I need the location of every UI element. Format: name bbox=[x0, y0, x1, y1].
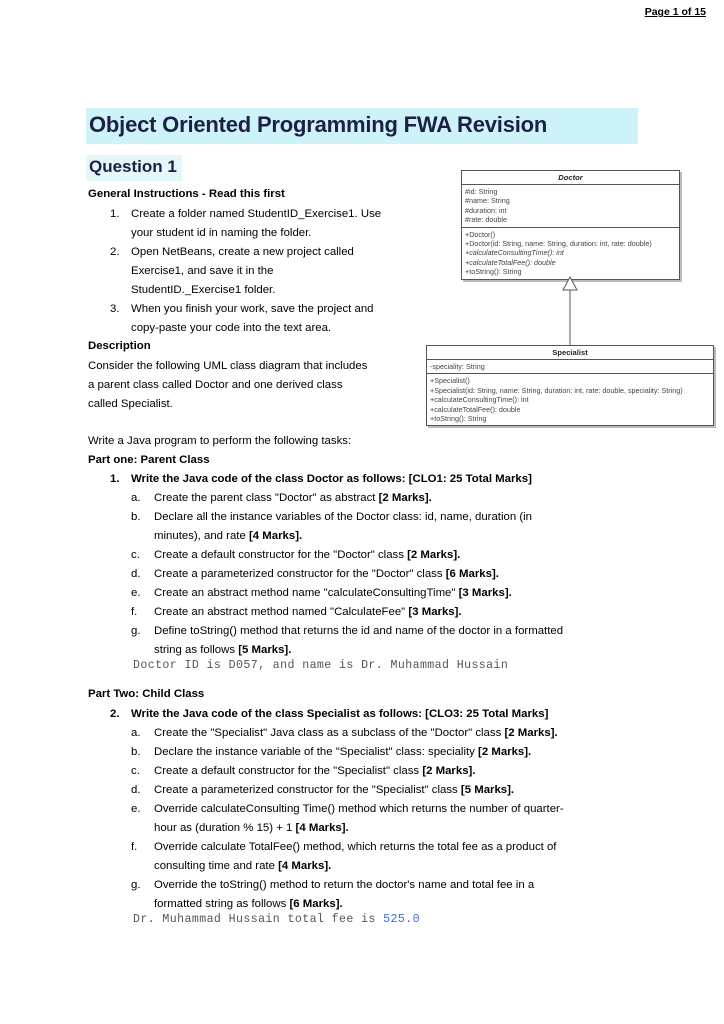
instruction-number: 2. bbox=[110, 246, 120, 258]
uml-methods bbox=[427, 374, 713, 425]
item-text: Create an abstract method named "CalculateFee" [3 Marks]. bbox=[154, 606, 462, 618]
item-letter: a. bbox=[131, 492, 141, 504]
uml-inheritance-arrow bbox=[555, 276, 585, 346]
item-letter: f. bbox=[131, 606, 138, 618]
instruction-number: 1. bbox=[110, 208, 120, 220]
uml-method: +toString(): String bbox=[465, 267, 522, 277]
uml-method: +calculateConsultingTime(): int bbox=[430, 395, 529, 405]
item-text: Create the "Specialist" Java class as a subclass of the "Doctor" class [2 Marks]. bbox=[154, 727, 558, 739]
item-letter: c. bbox=[131, 765, 140, 777]
item-text: formatted string as follows [6 Marks]. bbox=[154, 898, 343, 910]
uml-methods bbox=[462, 228, 679, 279]
uml-method: +calculateTotalFee(): double bbox=[465, 257, 556, 267]
item-text: Create a parameterized constructor for the "Specialist" class [5 Marks]. bbox=[154, 784, 515, 796]
page-number: Page 1 of 15 bbox=[644, 6, 706, 18]
uml-method: +Specialist(id: String, name: String, duration: int, rate: double, speciality: String) bbox=[430, 385, 683, 395]
part2-task: Write the Java code of the class Specialist as follows: [CLO3: 25 Total Marks] bbox=[131, 708, 549, 720]
description-line: a parent class called Doctor and one derived class bbox=[88, 379, 343, 391]
instruction-line: Exercise1, and save it in the bbox=[131, 265, 274, 277]
uml-attribute: #rate: double bbox=[465, 215, 507, 225]
instruction-number: 3. bbox=[110, 303, 120, 315]
description-heading: Description bbox=[88, 340, 151, 352]
question-title: Question 1 bbox=[89, 157, 177, 176]
uml-attribute: #duration: int bbox=[465, 205, 507, 215]
item-text: Override calculateConsulting Time() method which returns the number of quarter- bbox=[154, 803, 564, 815]
item-text: consulting time and rate [4 Marks]. bbox=[154, 860, 332, 872]
uml-specialist-class bbox=[426, 345, 714, 426]
task-intro: Write a Java program to perform the following tasks: bbox=[88, 435, 352, 447]
instruction-line: your student id in naming the folder. bbox=[131, 227, 312, 239]
item-text: Declare all the instance variables of the Doctor class: id, name, duration (in bbox=[154, 511, 532, 523]
uml-attributes bbox=[462, 185, 679, 228]
uml-method: +Specialist() bbox=[430, 376, 470, 386]
uml-method: +toString(): String bbox=[430, 414, 487, 424]
instruction-line: Create a folder named StudentID_Exercise1. Use bbox=[131, 208, 382, 220]
instruction-line: When you finish your work, save the project and bbox=[131, 303, 374, 315]
uml-attributes bbox=[427, 360, 713, 374]
item-text: string as follows [5 Marks]. bbox=[154, 644, 292, 656]
part2-number: 2. bbox=[110, 708, 120, 720]
part1-heading: Part one: Parent Class bbox=[88, 454, 210, 466]
doctor-output-sample: Doctor ID is D057, and name is Dr. Muhammad Hussain bbox=[133, 659, 509, 672]
uml-class-name: Doctor bbox=[462, 171, 679, 185]
item-letter: f. bbox=[131, 841, 138, 853]
part2-heading: Part Two: Child Class bbox=[88, 688, 205, 700]
item-text: Create a default constructor for the "Specialist" class [2 Marks]. bbox=[154, 765, 476, 777]
part1-task: Write the Java code of the class Doctor as follows: [CLO1: 25 Total Marks] bbox=[131, 473, 532, 485]
item-letter: d. bbox=[131, 568, 141, 580]
item-text: Override calculate TotalFee() method, which returns the total fee as a product of bbox=[154, 841, 557, 853]
item-letter: b. bbox=[131, 746, 141, 758]
instruction-line: copy-paste your code into the text area. bbox=[131, 322, 332, 334]
description-line: Consider the following UML class diagram that includes bbox=[88, 360, 368, 372]
uml-method: +calculateTotalFee(): double bbox=[430, 404, 521, 414]
instruction-line: StudentID._Exercise1 folder. bbox=[131, 284, 276, 296]
item-letter: b. bbox=[131, 511, 141, 523]
uml-attribute: -speciality: String bbox=[430, 362, 485, 371]
item-text: hour as (duration % 15) + 1 [4 Marks]. bbox=[154, 822, 349, 834]
item-text: Create a default constructor for the "Doctor" class [2 Marks]. bbox=[154, 549, 461, 561]
item-text: Declare the instance variable of the "Specialist" class: speciality [2 Marks]. bbox=[154, 746, 532, 758]
uml-attribute: #name: String bbox=[465, 196, 510, 206]
item-text: Define toString() method that returns the id and name of the doctor in a formatted bbox=[154, 625, 564, 637]
item-text: minutes), and rate [4 Marks]. bbox=[154, 530, 303, 542]
uml-method: +calculateConsultingTime(): int bbox=[465, 248, 564, 258]
instruction-line: Open NetBeans, create a new project called bbox=[131, 246, 354, 258]
item-text: Create the parent class "Doctor" as abstract [2 Marks]. bbox=[154, 492, 432, 504]
item-text: Create an abstract method name "calculateConsultingTime" [3 Marks]. bbox=[154, 587, 512, 599]
item-letter: c. bbox=[131, 549, 140, 561]
item-letter: a. bbox=[131, 727, 141, 739]
uml-method: +Doctor(id: String, name: String, duration: int, rate: double) bbox=[465, 239, 652, 249]
item-letter: g. bbox=[131, 879, 141, 891]
uml-class-name: Specialist bbox=[427, 346, 713, 360]
item-text: Create a parameterized constructor for the "Doctor" class [6 Marks]. bbox=[154, 568, 499, 580]
item-letter: d. bbox=[131, 784, 141, 796]
item-letter: e. bbox=[131, 587, 141, 599]
uml-attribute: #id: String bbox=[465, 187, 498, 196]
part1-number: 1. bbox=[110, 473, 120, 485]
general-heading: General Instructions - Read this first bbox=[88, 188, 285, 200]
page-title: Object Oriented Programming FWA Revision bbox=[89, 112, 548, 137]
uml-method: +Doctor() bbox=[465, 229, 496, 239]
description-line: called Specialist. bbox=[88, 398, 173, 410]
item-letter: e. bbox=[131, 803, 141, 815]
uml-doctor-class bbox=[461, 170, 680, 280]
specialist-output-sample: Dr. Muhammad Hussain total fee is 525.0 bbox=[133, 913, 420, 926]
item-letter: g. bbox=[131, 625, 141, 637]
item-text: Override the toString() method to return the doctor's name and total fee in a bbox=[154, 879, 535, 891]
